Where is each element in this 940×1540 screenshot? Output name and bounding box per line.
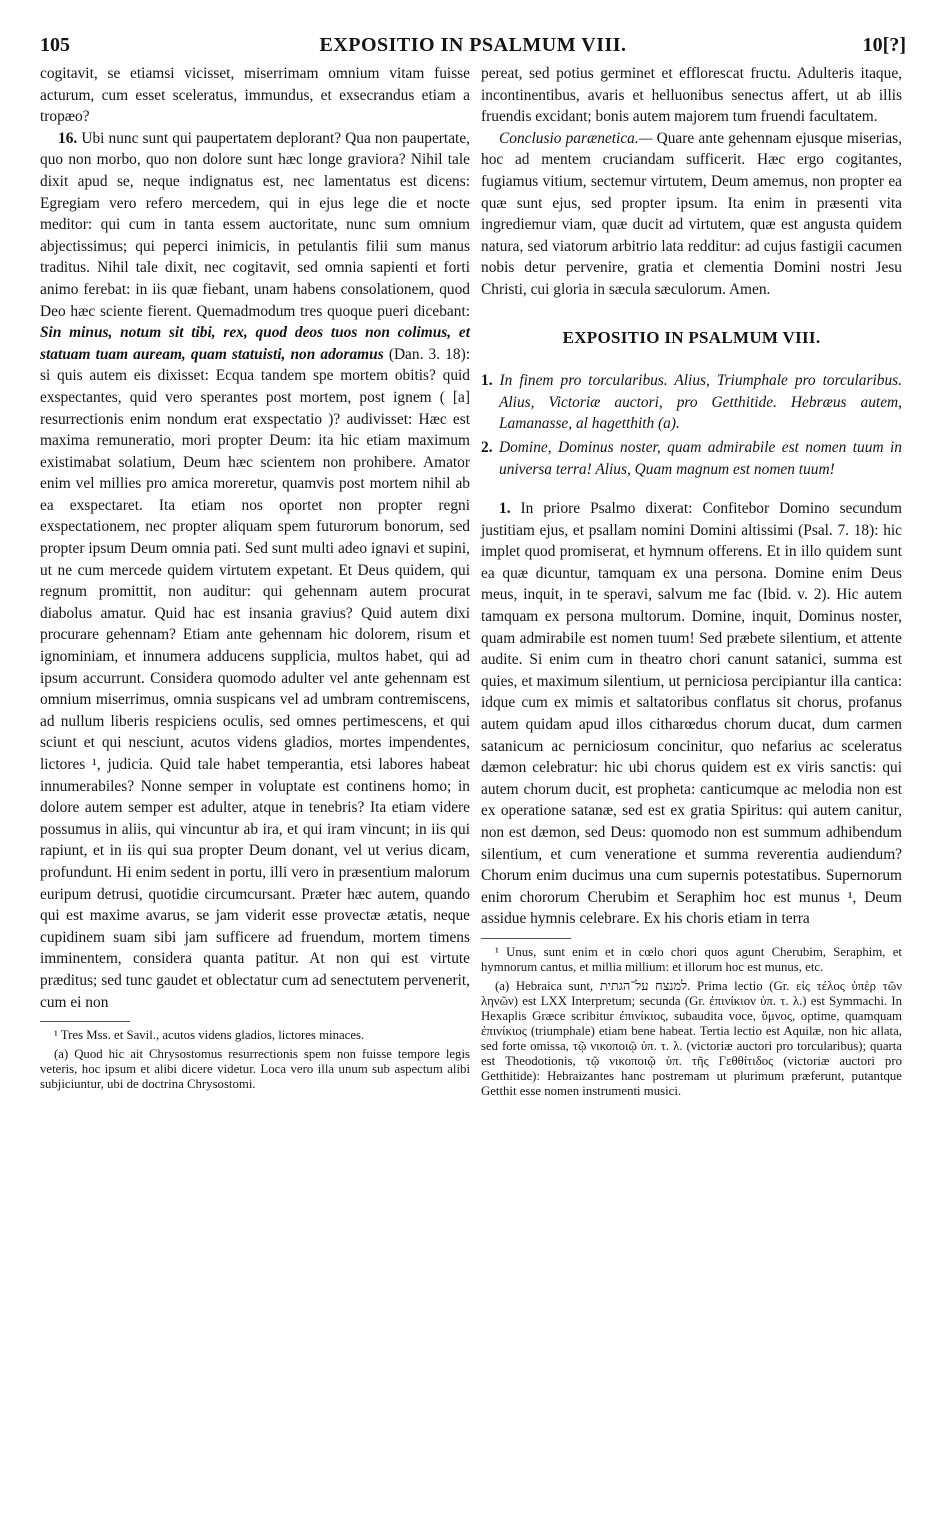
- scripture-reference: (Dan. 3. 18): [388, 345, 466, 363]
- left-column: [40, 63, 470, 1096]
- page-number-left: 105: [40, 34, 70, 56]
- footnote-a: (a) Hebraica sunt, למנצח על־הגתית. Prima lectio (Gr. εἰς τέλος ὑπὲρ τῶν ληνῶν) est LXX Interpretum; secunda (Gr. ἐπινίκιον ὑπ. τ. λ.) est Symmachi. In Hexaplis Græce scribitur ἐπινίκιος, subaudita voce, ὕμνος, optime, quamquam ἐπινίκιος (triumphale) etiam bene habeat. Tertia lectio est Aquilæ, non hic allata, sed forte omissa, τῷ νικοποιῷ ὑπ. τ. λ. (victoriæ auctori pro torcularibus); quarta est Theodotionis, τῷ νικοποιῷ ὑπ. τῆς Γεθθίτιδος (victoriæ auctori pro Getthitide): Hebraizantes hanc postremam ut plurimum præferunt, putantque Getthit esse nomen instrumenti musici.: [481, 978, 902, 1098]
- paragraph-continuation: cogitavit, se etiamsi vicisset, miserrimam omnium vitam fuisse acturum, cum esset sceleratus, immundus, et exsecrandus etiam a tropæo?: [40, 65, 470, 126]
- footnote-a: (a) Quod hic ait Chrysostomus resurrectionis spem non fuisse tempore legis veteris, hoc ipsum et alibi dicere videtur. Loca vero illa unum sub aspectum alibi subjiciuntur, ubi de doctrina Chrysostomi.: [40, 1047, 470, 1092]
- verse-2: [481, 437, 902, 480]
- paragraph-16: [40, 128, 470, 1013]
- commentary-paragraph-1: [481, 498, 902, 930]
- spacer: [481, 482, 902, 498]
- verse-number: 2.: [481, 438, 493, 456]
- verse-text: Domine, Dominus noster, quam admirabile est nomen tuum in universa terra! Alius, Quam magnum est nomen tuum!: [499, 438, 902, 478]
- running-header: [40, 34, 906, 60]
- paragraph-text-rest: : si quis autem eis dixisset: Ecqua tandem spe mortem obitis? quid exspectantes, quid vero sperantes post mortem, post ignem ( [a] resurrectionis enim nondum erat exspectatio )? audivisset: Hæc est maxima remuneratio, mori propter Deum: ita hic etiam maximum existimabat solatium, Deum hæc scientem non prohibere. Amator enim vel millies pro amica moreretur, quamvis post mortem nihil ab ea exspectaret. Ita etiam nos oportet non propter regni exspectationem, nec propter aliquam spem futurorum bonorum, sed propter ipsum Deum omnia pati. Sed sunt multi adeo ignavi et supini, ut ne cum mercede quidem virtutem expetant. Et Deus quidem, qui regnum promittit, non auditur: qui gehennam autem procurat diabolus amatur. Quid hac est insania gravius? Quid autem dixi procurare gehennam? Etiam ante gehennam hic dolorem, risum et ignominiam, et innumera adducens supplicia, multos habet, qui ad ipsum accurrunt. Considera quomodo adulter vel ante gehennam est omnium miserrimus, omnia suspicans vel ad umbram contremiscens, ad nullum liberis respiciens oculis, sed omnes pertimescens, et qui sciunt et qui nesciunt, acutos videns gladios, mortes impendentes, lictores ¹, judicia. Quid tale habet temperantia, etsi labores habeat innumerabiles? Nonne semper in voluptate est continens homo; in dolore autem semper est adulter, atque in tenebris? Ita etiam videre possumus in aliis, qui vincuntur ab ira, et qui iram vincunt; in iis qui rapiunt, et in iis qui sua propter Deum donant, vel ut verius dicam, profundunt. Hi enim sedent in portu, illi vero in præsentium malorum euripum detrusi, quotidie circumcursant. Præter hæc autem, quando qui est maxime avarus, se jam viderit esse provectæ ætatis, neque cupidinem suam sibi jam sufficere ad fruendum, mortem timens imminentem, considera quanta patitur. At non qui est virtute præditus; sed tunc gaudet et oblectatur cum ad senectutem pervenerit, cum ei non: [40, 345, 470, 1011]
- paragraph-continuation-right: pereat, sed potius germinet et efflorescat fructu. Adulteris itaque, incontinentibus, avaris et helluonibus senectus affert, ut ab illis fruendis excidant; bonis autem majorem tum fruendi facultatem.: [481, 65, 902, 126]
- conclusion-label: Conclusio parænetica.—: [499, 129, 653, 147]
- commentary-text: In priore Psalmo dixerat: Confitebor Domino secundum justitiam ejus, et psallam nomini Domini altissimi (Psal. 7. 18): hic implet quod promiserat, et hymnum offerens. Et in illo quidem sunt ea quæ dicuntur, tamquam ex una persona. Domine enim Deus meus, inquit, in te speravi, salvum me fac (Ibid. v. 2). Hic autem tamquam ex persona multorum. Domine, inquit, Dominus noster, quam admirabile est nomen tuum! Sed præbete silentium, et attente audite. Si enim cum in theatro chori canunt satanici, summa est quies, et maximum silentium, ut perniciosa percipiantur illa cantica: idque cum ex mimis et saltatoribus conflatus sit chorus, profanus autem quidam apud illos citharœdus chorum ducat, dum carmen satanicum ac perniciosum concinitur, quo nefarius ac sceleratus dæmon celebratur: hic ubi chorus quidem est ex viris sanctis: qui autem chorum ducit, est propheta: canticumque ac melodia non est ex operatione satanæ, sed est ex gratia Spiritus: qui autem canitur, non est dæmon, sed Deus: quomodo non est summum adhibendum silentium, et cum veneratione et summa reverentia audiendum? Chorum enim ducimus una cum supernis potestatibus. Supernorum enim chororum Cherubim et Seraphim hoc est munus ¹, Deum assidue hymnis celebrare. Ex his choris etiam in terra: [481, 500, 902, 928]
- footnote-rule: [481, 938, 571, 939]
- conclusion-text: Quare ante gehennam ejusque miserias, hoc ad mentem cruciandam sufficerit. Hæc ergo cogitantes, fugiamus vitium, sectemur virtutem, Deum amemus, non propter ea quæ sunt ejus, sed propter ipsum. Ita enim in præsenti vita ingrediemur viam, quæ ducit ad virtutem, quæ est angusta quidem natura, sed viatorum arbitrio lata redditur: ad cujus fastigii cacumen nobis detur pervenire, gratia et clementia Domini nostri Jesu Christi, cui gloria in sæcula sæculorum. Amen.: [481, 129, 902, 298]
- footnote-rule: [40, 1021, 130, 1022]
- paragraph-text: Ubi nunc sunt qui paupertatem deplorant? Qua non paupertate, quo non morbo, quo non dolore sunt hæc longe graviora? Nihil tale dixit apud se, neque indignatus est, nec lamentatus est dicens: Egregiam vero refero mercedem, qui in ejus lege die et nocte meditor: qui cum in tanta essem auctoritate, nunc sum omnium abjectissimus; qui peperci inimicis, in petulantis filii sum manus traditus. Nihil tale dixit, nec cogitavit, sed omnia sapienti et forti animo ferebat: in iis quæ fiebant, unam habens consolationem, quod Deo hæc sciente fierent. Quemadmodum tres quoque pueri dicebant:: [40, 129, 470, 320]
- footnote-1: ¹ Tres Mss. et Savil., acutos videns gladios, lictores minaces.: [54, 1028, 365, 1043]
- conclusion-paragraph: [481, 128, 902, 301]
- footnote-1: ¹ Unus, sunt enim et in cœlo chori quos agunt Cherubim, Seraphim, et hymnorum cantus, et millia millium: et illorum hoc est munus, etc.: [481, 944, 902, 974]
- daniel-quote: Sin minus, notum sit tibi, rex, quod deos tuos non colimus, et statuam tuam auream, quam statuisti, non adoramus: [40, 324, 470, 363]
- verse-number: 1.: [481, 372, 493, 390]
- section-number: 1.: [499, 500, 511, 518]
- section-heading: EXPOSITIO IN PSALMUM VIII.: [562, 327, 821, 347]
- verse-1: [481, 370, 902, 435]
- footnotes-left: [40, 1028, 470, 1092]
- page-number-right: 10[?]: [862, 34, 906, 56]
- right-column: [481, 63, 902, 1103]
- section-number: 16.: [58, 129, 78, 147]
- footnotes-right: [481, 945, 902, 1099]
- verse-text: In finem pro torcularibus. Alius, Triumphale pro torcularibus. Alius, Victoriæ auctori, pro Getthitide. Hebræus autem, Lamanasse, al hagetthith (a).: [499, 372, 902, 433]
- running-title: EXPOSITIO IN PSALMUM VIII.: [319, 34, 627, 56]
